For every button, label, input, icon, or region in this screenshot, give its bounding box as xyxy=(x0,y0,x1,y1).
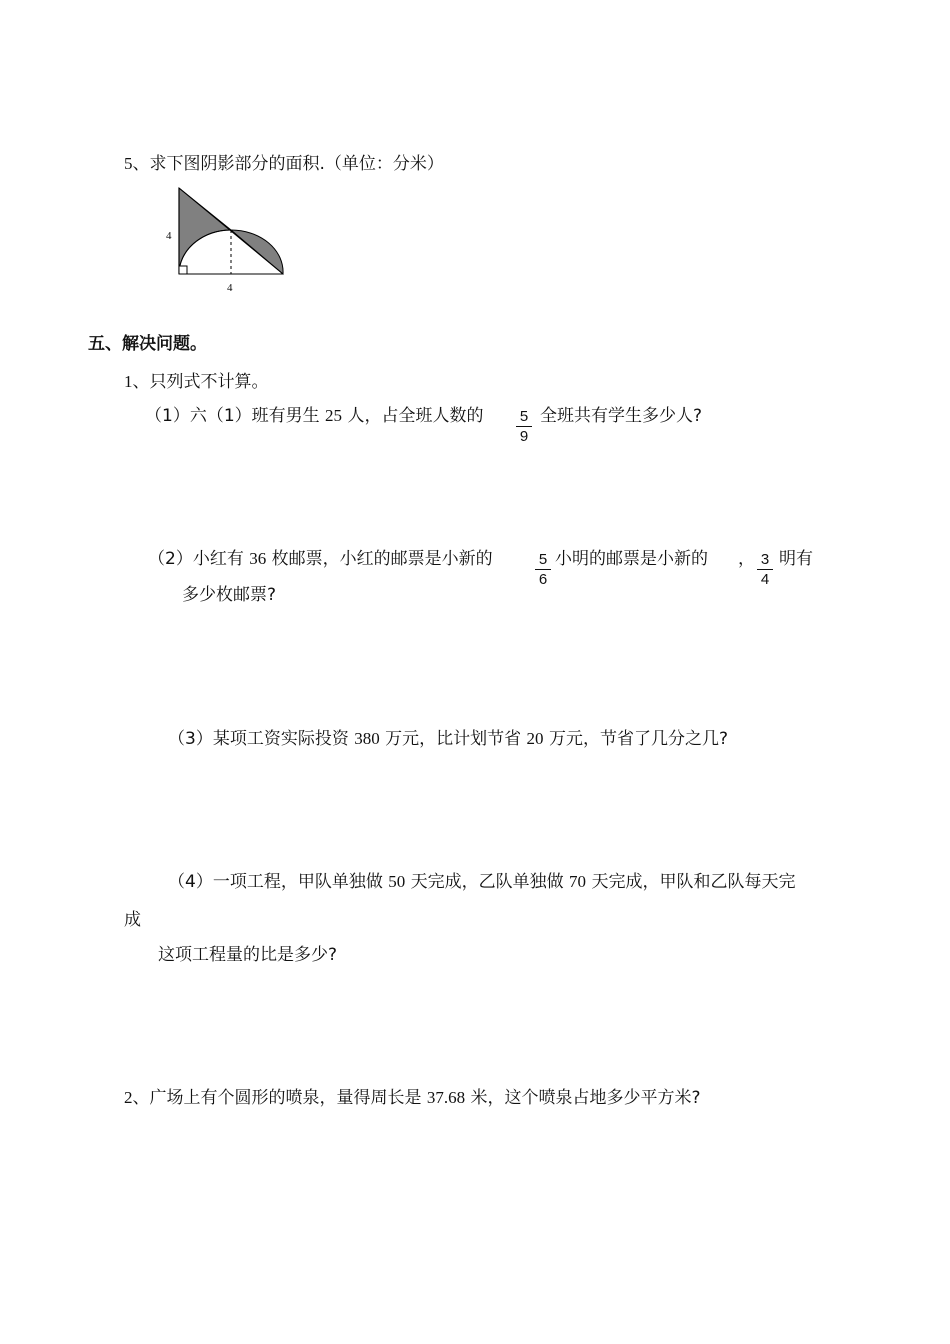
problem-3-number-2: 20 xyxy=(526,729,544,748)
problem-4-line3: 这项工程量的比是多少? xyxy=(158,945,338,965)
height-label: 4 xyxy=(166,230,172,242)
numerator: 5 xyxy=(538,551,548,568)
problem-1-number: 25 xyxy=(325,406,343,425)
problem-1-prefix: （1）六（1）班有男生 xyxy=(145,406,326,426)
question-text: 、求下图阴影部分的面积.（单位：分米） xyxy=(132,154,444,174)
section-title: 五、解决问题。 xyxy=(88,334,207,354)
problem-2-comma: ， xyxy=(738,549,755,569)
problem-1-suffix: 全班共有学生多少人? xyxy=(540,406,703,426)
question-number: 2 xyxy=(124,1088,133,1107)
problem-2-number: 36 xyxy=(249,549,267,568)
problem-3 xyxy=(168,727,728,751)
problem-1 xyxy=(145,404,483,428)
problem-2-prefix: （2）小红有 xyxy=(148,549,250,569)
question-2-suffix: 米，这个喷泉占地多少平方米? xyxy=(465,1088,701,1108)
problem-4-number-2: 70 xyxy=(569,872,587,891)
question-5 xyxy=(124,152,444,176)
fraction-5-9 xyxy=(516,408,532,445)
problem-3-mid: 万元，比计划节省 xyxy=(379,729,527,749)
fraction-bar xyxy=(757,569,773,570)
problem-4-suffix: 天完成，甲队和乙队每天完 xyxy=(586,872,796,892)
base-label: 4 xyxy=(227,282,233,294)
denominator: 6 xyxy=(538,571,548,588)
problem-2-mid2: 小明的邮票是小新的 xyxy=(555,549,708,569)
problem-2-line2: 多少枚邮票? xyxy=(182,585,277,605)
problem-3-suffix: 万元，节省了几分之几? xyxy=(543,729,728,749)
problem-2 xyxy=(148,547,493,571)
problem-4-mid: 天完成，乙队单独做 xyxy=(405,872,570,892)
sub-text: 、只列式不计算。 xyxy=(132,372,269,392)
shaded-area-figure xyxy=(160,182,300,306)
problem-4-wrap: 成 xyxy=(124,910,141,930)
problem-3-prefix: （3）某项工资实际投资 xyxy=(168,729,355,749)
question-2 xyxy=(124,1086,701,1110)
numerator: 5 xyxy=(519,408,529,425)
question-2-prefix: 、广场上有个圆形的喷泉，量得周长是 xyxy=(132,1088,427,1108)
problem-4 xyxy=(168,870,795,894)
problem-1-mid: 人，占全班人数的 xyxy=(342,406,484,426)
fraction-bar xyxy=(516,426,532,427)
sub-question-1 xyxy=(124,370,269,394)
denominator: 4 xyxy=(760,571,770,588)
numerator: 3 xyxy=(760,551,770,568)
problem-4-number-1: 50 xyxy=(388,872,406,891)
denominator: 9 xyxy=(519,428,529,445)
problem-2-suffix: 明有 xyxy=(779,549,813,569)
fraction-3-4 xyxy=(757,551,773,588)
question-number: 5 xyxy=(124,154,133,173)
sub-number: 1 xyxy=(124,372,133,391)
question-2-number: 37.68 xyxy=(426,1088,466,1107)
problem-2-mid: 枚邮票，小红的邮票是小新的 xyxy=(266,549,493,569)
problem-4-prefix: （4）一项工程，甲队单独做 xyxy=(168,872,389,892)
fraction-5-6 xyxy=(535,551,551,588)
problem-3-number-1: 380 xyxy=(354,729,380,748)
fraction-bar xyxy=(535,569,551,570)
